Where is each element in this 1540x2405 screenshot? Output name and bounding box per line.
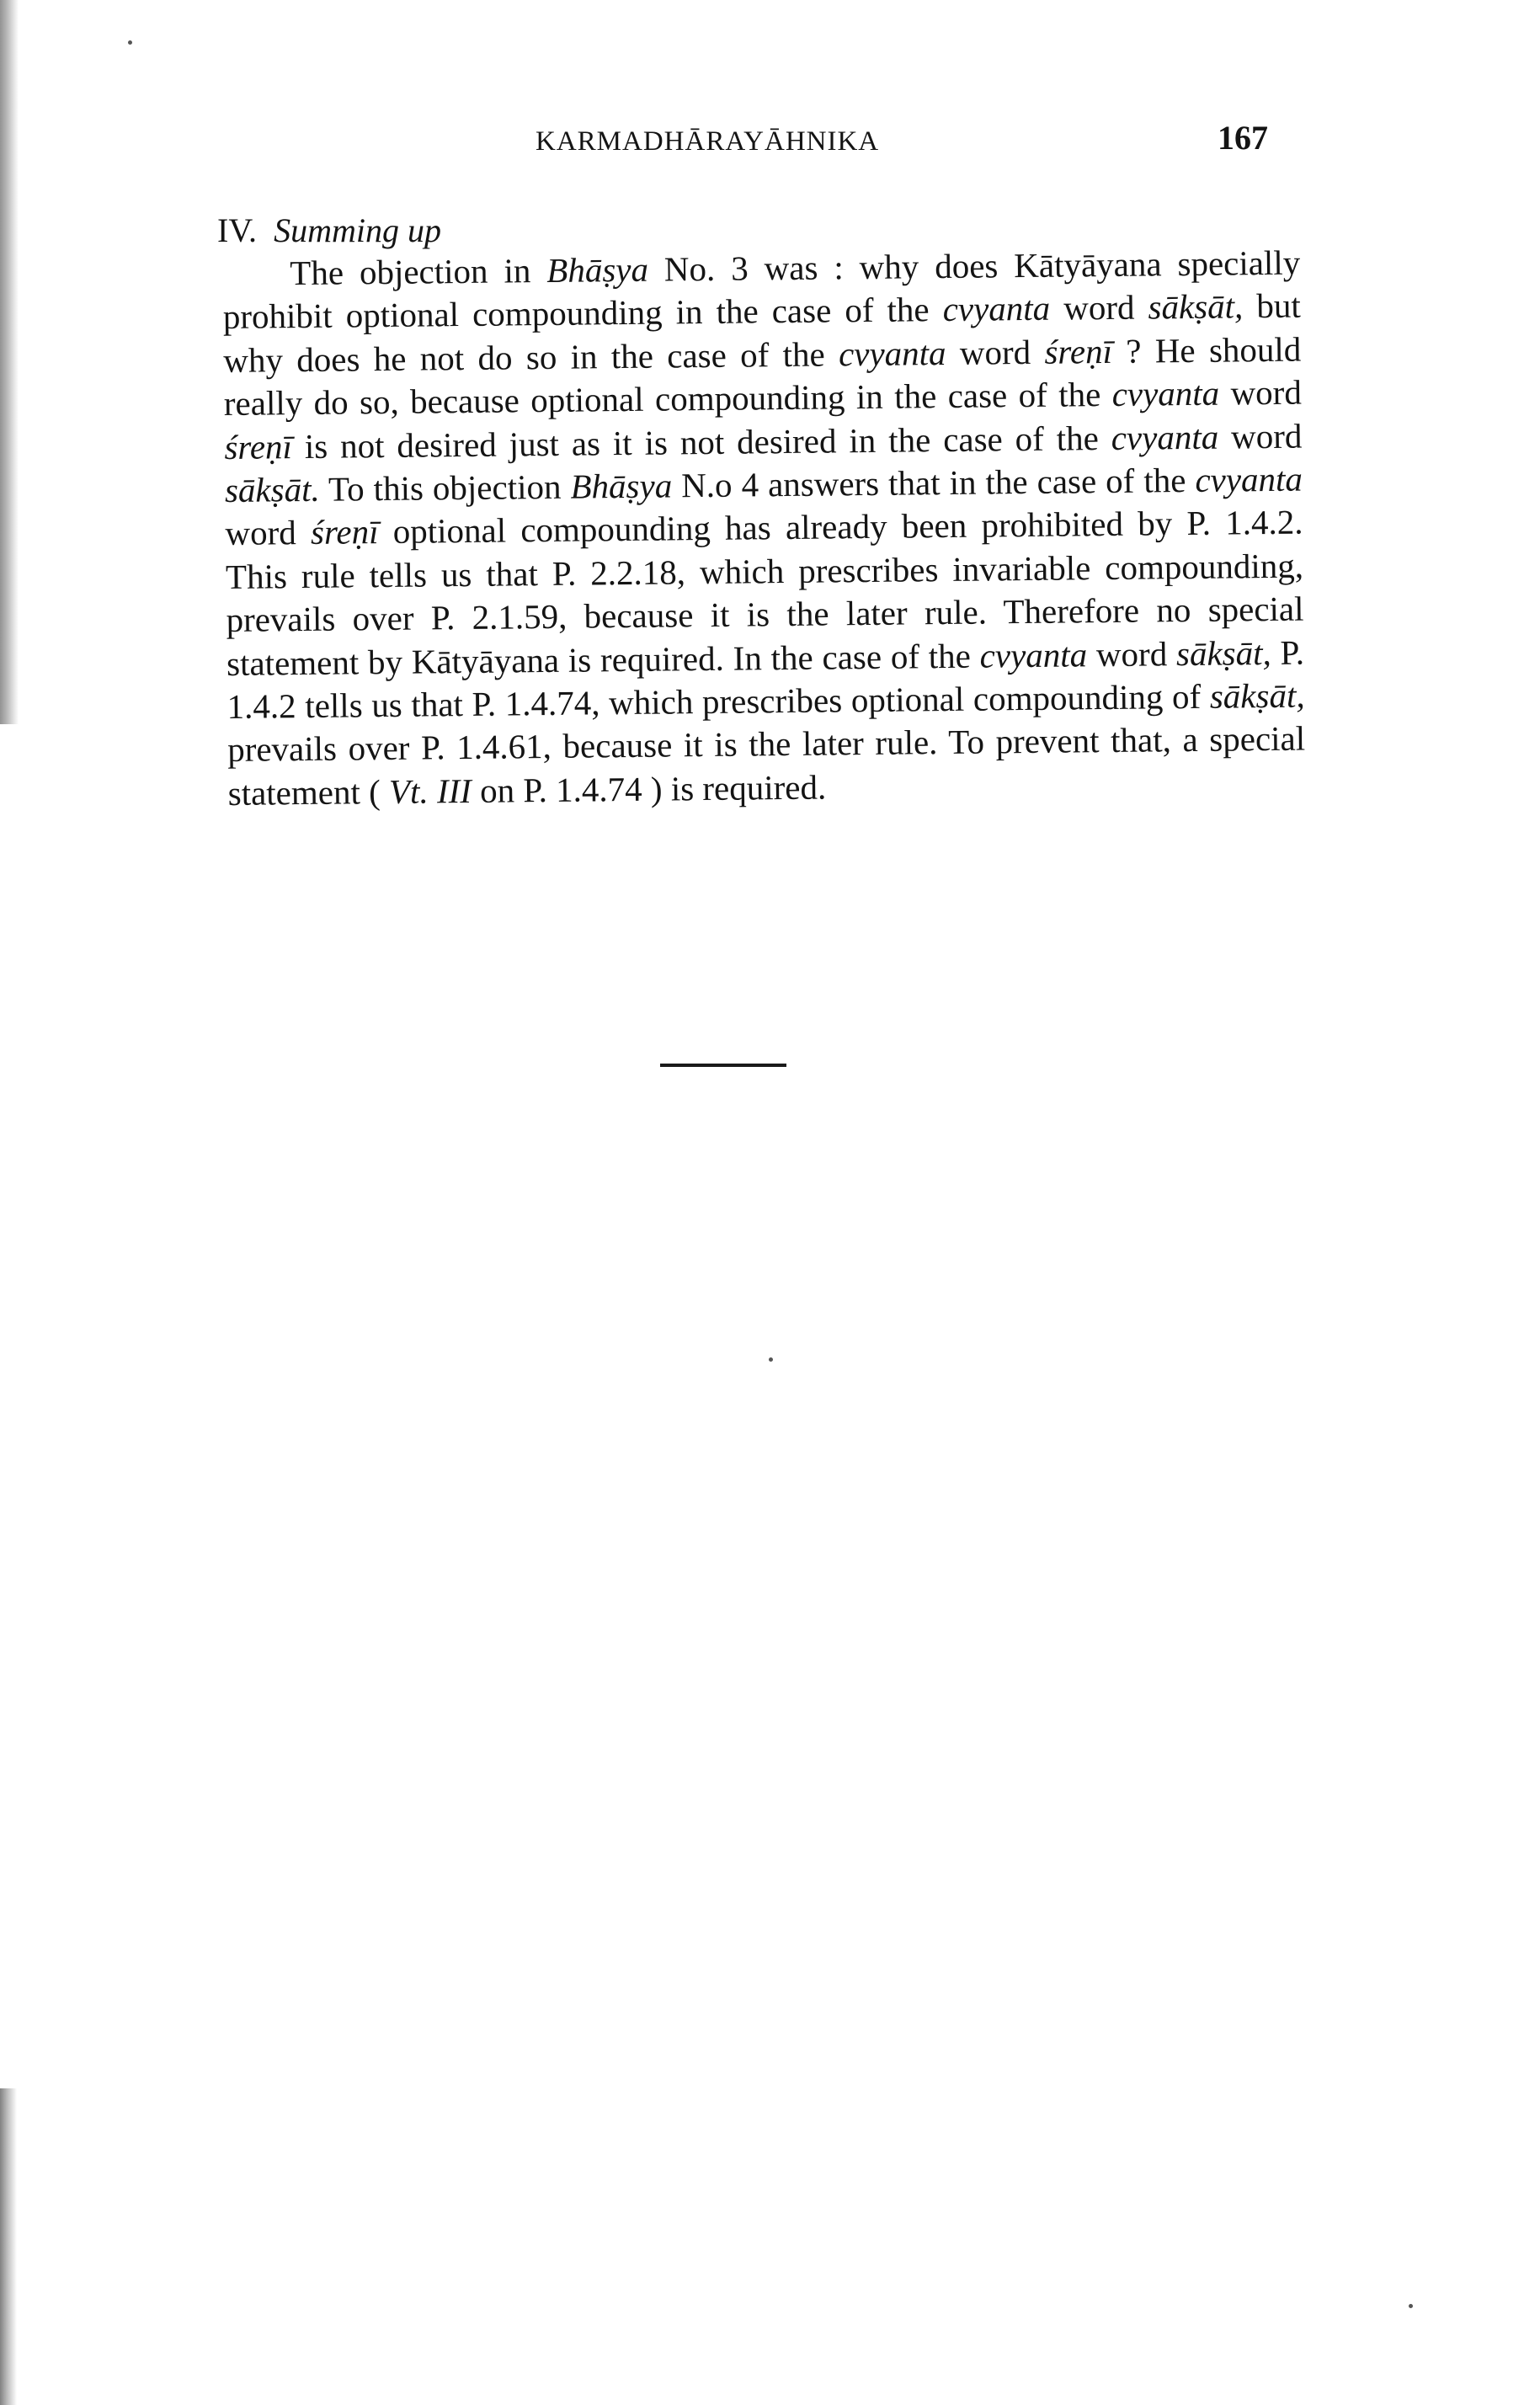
binding-shadow-top bbox=[0, 0, 19, 724]
italic-term: Bhāṣya bbox=[570, 466, 673, 506]
italic-term: sākṣāt, bbox=[1175, 632, 1271, 673]
text-run: optional compounding has already been prohibited by P. 1.4.2. This rule tells us that P. 2.2.18, which prescribes invariable compounding, prevails over P. 2.1.59, because it is the later rule. Therefore no special statement by Kātyāyana is required. In the case of the bbox=[225, 503, 1304, 683]
italic-term: śreṇī bbox=[310, 512, 379, 552]
italic-term: cvyanta bbox=[838, 333, 946, 374]
text-run: but why does he not do so in the case of the bbox=[223, 285, 1301, 380]
text-run: P. 1.4.2 tells us that P. 1.4.74, which prescribes optional compounding of bbox=[226, 632, 1305, 727]
body-paragraph bbox=[222, 242, 1306, 816]
text-run: word bbox=[946, 332, 1045, 372]
italic-term: śreṇī bbox=[1044, 331, 1113, 371]
text-run: word bbox=[1218, 372, 1303, 413]
section-number: IV. bbox=[217, 211, 258, 249]
text-run: No. 3 was : why does Kātyāyana specially prohibit optional compounding in the case of the bbox=[222, 243, 1301, 337]
binding-shadow-bottom bbox=[0, 2088, 17, 2405]
scan-speck bbox=[128, 40, 132, 45]
page-number: 167 bbox=[1218, 119, 1268, 157]
italic-term: sākṣāt, bbox=[1209, 675, 1305, 716]
section-separator-rule bbox=[660, 1064, 786, 1067]
running-head: KARMADHĀRAYĀHNIKA bbox=[536, 126, 880, 157]
italic-term: sākṣāt. bbox=[224, 469, 320, 510]
text-run: word bbox=[1086, 633, 1177, 674]
italic-term: cvyanta bbox=[1111, 417, 1219, 457]
scan-speck bbox=[769, 1357, 773, 1362]
italic-term: Bhāṣya bbox=[546, 249, 649, 290]
italic-term: sākṣāt, bbox=[1148, 286, 1244, 327]
italic-term: cvyanta bbox=[1195, 459, 1303, 499]
italic-term: śreṇī bbox=[224, 426, 293, 467]
italic-term: cvyanta bbox=[942, 289, 1051, 329]
text-run: word bbox=[1049, 287, 1148, 328]
text-run: word bbox=[225, 513, 312, 553]
italic-term: cvyanta bbox=[979, 634, 1088, 675]
text-run: is not desired just as it is not desired in the case of the bbox=[291, 418, 1111, 466]
text-run: ? He should really do so, because optional compounding in the case of the bbox=[223, 329, 1302, 424]
text-run: The objection in bbox=[290, 250, 547, 293]
scan-speck bbox=[1409, 2304, 1413, 2308]
text-run: prevails over P. 1.4.61, because it is the later rule. To prevent that, a special statement ( bbox=[226, 719, 1306, 813]
section-heading bbox=[217, 211, 441, 250]
text-run: on P. 1.4.74 ) is required. bbox=[471, 767, 827, 810]
section-title: Summing up bbox=[274, 211, 441, 249]
italic-term: cvyanta bbox=[1111, 373, 1220, 414]
text-run: word bbox=[1218, 416, 1303, 456]
text-run: To this objection bbox=[319, 467, 571, 509]
text-run: N.o 4 answers that in the case of the bbox=[671, 460, 1196, 505]
italic-term: Vt. III bbox=[388, 771, 472, 811]
